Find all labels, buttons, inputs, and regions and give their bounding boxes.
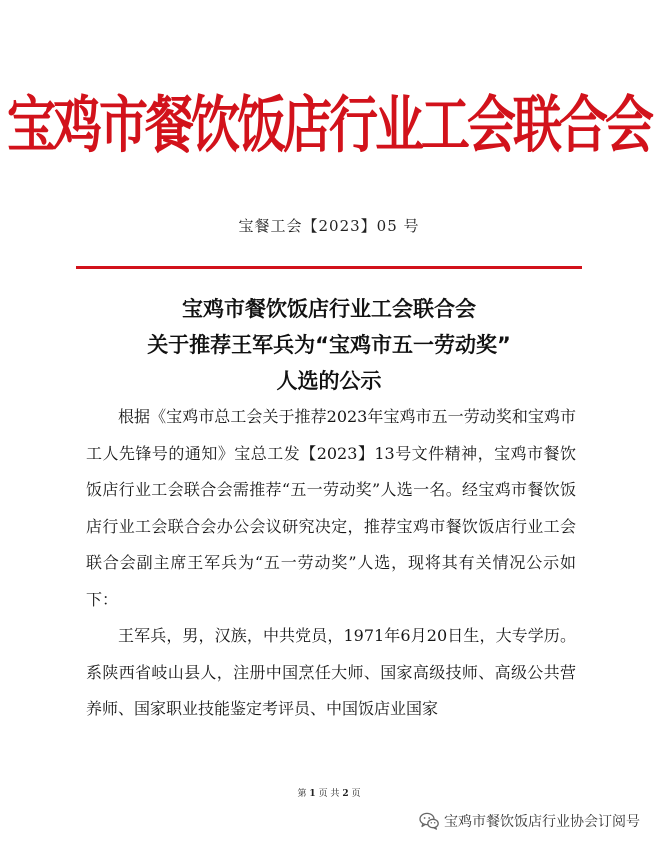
body-paragraph-1: 根据《宝鸡市总工会关于推荐2023年宝鸡市五一劳动奖和宝鸡市工人先锋号的通知》宝总工发【2023】13号文件精神，宝鸡市餐饮饭店行业工会联合会需推荐“五一劳动奖”人选一名。经宝鸡市餐饮饭店行业工会联合会办公会议研究决定，推荐宝鸡市餐饮饭店行业工会联合会副主席王军兵为“五一劳动奖”人选，现将其有关情况公示如下： xyxy=(86,407,576,609)
body-paragraph-2: 王军兵，男，汉族，中共党员，1971年6月20日生，大专学历。系陕西省岐山县人，注册中国烹任大师、国家高级技师、高级公共营养师、国家职业技能鉴定考评员、中国饭店业国家 xyxy=(86,626,576,718)
notice-title xyxy=(0,291,658,399)
title-line-2: 关于推荐王军兵为“宝鸡市五一劳动奖” xyxy=(147,333,511,357)
red-divider-rule xyxy=(76,266,582,269)
wechat-icon xyxy=(419,812,439,830)
page-total-number: 2 xyxy=(342,789,349,799)
page-label-prefix: 第 xyxy=(297,789,307,799)
page-label-suffix: 页 xyxy=(351,789,361,799)
title-line-1: 宝鸡市餐饮饭店行业工会联合会 xyxy=(182,297,476,321)
wechat-watermark xyxy=(419,810,640,832)
org-header-title: 宝鸡市餐饮饭店行业工会联合会 xyxy=(6,88,651,161)
page-current-number: 1 xyxy=(309,789,316,799)
page-footer xyxy=(0,787,658,801)
title-line-3: 人选的公示 xyxy=(276,369,382,393)
watermark-text: 宝鸡市餐饮饭店行业协会订阅号 xyxy=(444,814,640,830)
notice-body xyxy=(86,399,576,728)
document-number: 宝餐工会【2023】05 号 xyxy=(238,217,420,235)
page-label-mid: 页 共 xyxy=(318,789,340,799)
